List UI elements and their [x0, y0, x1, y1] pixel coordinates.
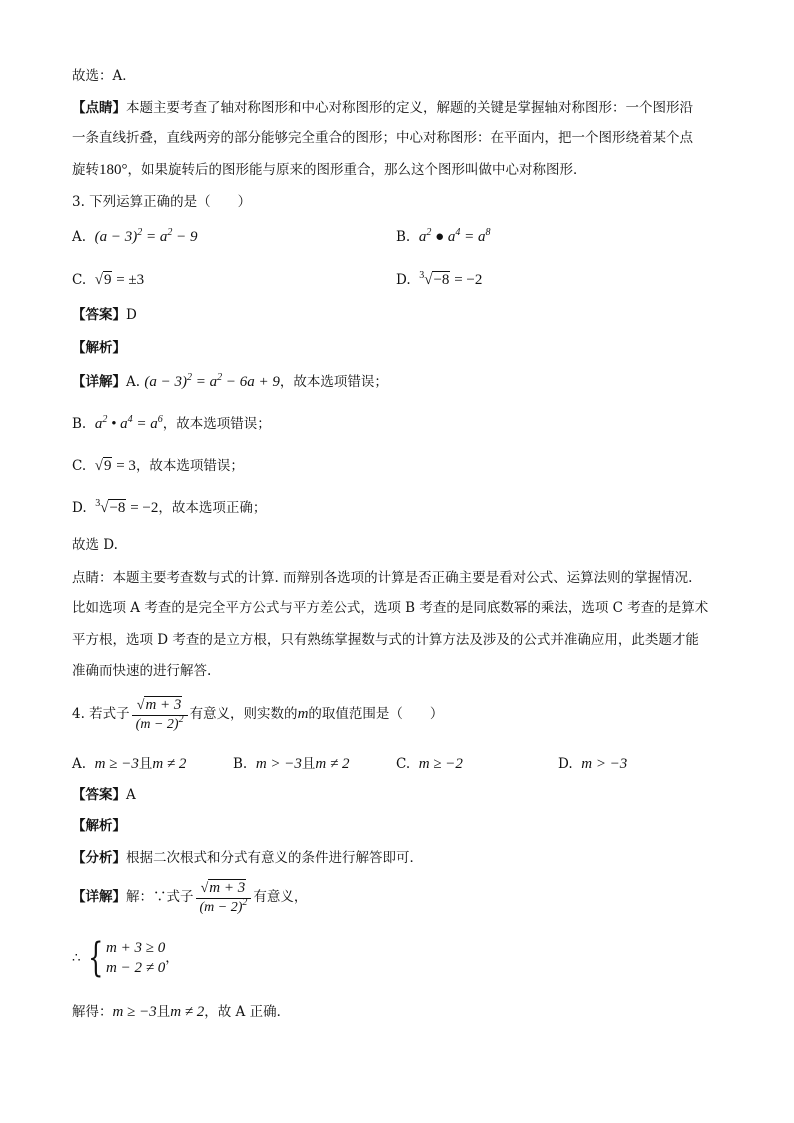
q3-detail-d: D. $^3$√−8 = −2，故本选项正确； [72, 498, 267, 516]
q3-opt-c-label: C. [72, 272, 87, 288]
q3-detail-c: C. √9 = 3，故本选项错误； [72, 458, 244, 474]
dianjing-line-2 [72, 128, 693, 148]
dianjing-line-3 [72, 160, 587, 180]
q4-fenxi: 【分析】根据二次根式和分式有意义的条件进行解答即可． [72, 850, 423, 866]
q3-detail-a: 【详解】A. $(a - 3)^2 = a^2 - 6a + 9$，故本选项错误； [72, 372, 388, 390]
degree-180: 180° [99, 162, 128, 178]
q4-opt-b: B. m > −3且m ≠ 2 [233, 756, 350, 772]
q3-opt-d-expr: $^3$√−8 = −2 [419, 270, 483, 288]
q3-opt-a-expr: $(a - 3)^2 = a^2 - 9$ [94, 227, 198, 245]
left-brace-icon: { [87, 935, 103, 981]
q3-note-2: 比如选项 A 考查的是完全平方公式与平方差公式，选项 B 考查的是同底数幂的乘法，选项 C 考查的是算术 [72, 600, 709, 616]
q3-answer-tag: 【答案】 [72, 307, 126, 323]
dianjing-text-3a: 旋转 [72, 162, 99, 178]
q4-system-equations: m + 3 ≥ 0 m − 2 ≠ 0 [106, 940, 166, 976]
q3-analysis-tag: 【解析】 [72, 340, 126, 356]
q4-analysis: 【解析】 [72, 818, 126, 834]
q4-system: ∴ { m + 3 ≥ 0 m − 2 ≠ 0 ， [72, 935, 179, 981]
q3-opt-d-label: D. [396, 272, 411, 288]
q3-opt-a-label: A. [72, 229, 87, 245]
q3-detail-b: B. $a^2$ • $a^4 = a^6$，故本选项错误； [72, 414, 271, 432]
q3-note-4: 准确而快速的进行解答. [72, 663, 212, 679]
q3-answer [72, 305, 137, 325]
q4-answer-value: A [126, 787, 136, 803]
q3-stem-text: 3. 下列运算正确的是（ ） [72, 194, 252, 210]
q3-detail-tag: 【详解】 [72, 374, 126, 390]
q3-options-row-1 [72, 227, 198, 247]
q3-opt-b-expr: $a^2$ ● $a^4 = a^8$ [418, 227, 491, 245]
q4-stem: 4. 若式子 $\frac{√m + 3}{(m - 2)^2}$ 有意义，则实数的m的取值范围是（ ） [72, 696, 444, 732]
q4-detail-fraction: $\frac{√m + 3}{(m - 2)^2}$ [196, 879, 252, 917]
q4-options: A. m ≥ −3且m ≠ 2 [72, 756, 187, 772]
q3-detail-d-expr: $^3$√−8 = −2 [95, 498, 159, 516]
q3-detail-c-expr: √9 = 3 [94, 458, 136, 474]
q3-opt-b [396, 227, 491, 247]
q3-stem [72, 192, 251, 212]
q3-detail-b-expr: $a^2$ • $a^4 = a^6$ [94, 414, 163, 432]
q3-opt-c-expr: √9 = ±3 [94, 272, 145, 288]
q4-answer: 【答案】A [72, 787, 136, 803]
q4-stem-fraction: $\frac{√m + 3}{(m - 2)^2}$ [132, 696, 188, 734]
q3-answer-value: D [126, 307, 137, 323]
q3-analysis [72, 338, 126, 358]
q3-opt-b-label: B. [396, 229, 411, 245]
dianjing-text-2: 一条直线折叠，直线两旁的部分能够完全重合的图形；中心对称图形：在平面内，把一个图形绕着某个点 [72, 130, 693, 146]
dianjing-line-1 [72, 98, 693, 118]
q4-solution: 解得：m ≥ −3且m ≠ 2，故 A 正确． [72, 1004, 291, 1020]
q4-opt-c: C. m ≥ −2 [396, 756, 463, 772]
dianjing-text-1: 本题主要考查了轴对称图形和中心对称图形的定义，解题的关键是掌握轴对称图形：一个图形沿 [126, 100, 693, 116]
q3-choose-text: 故选 D. [72, 537, 118, 553]
dianjing-text-3b: ，如果旋转后的图形能与原来的图形重合，那么这个图形叫做中心对称图形． [127, 162, 587, 178]
prev-answer-line [72, 66, 136, 86]
q3-detail-a-expr: $(a - 3)^2 = a^2 - 6a + 9$ [144, 372, 280, 390]
q3-opt-d [396, 270, 482, 290]
q3-options-row-2 [72, 270, 144, 290]
q3-choose [72, 535, 118, 555]
q3-note-1: 点睛：本题主要考查数与式的计算. 而辩别各选项的计算是否正确主要是看对公式、运算法则的掌握情况. [72, 570, 693, 586]
q4-detail: 【详解】解：∵式子 $\frac{√m + 3}{(m - 2)^2}$ 有意义， [72, 879, 308, 915]
prev-answer-text: 故选：A． [72, 68, 136, 84]
dianjing-tag: 【点睛】 [72, 100, 126, 116]
q3-note-3: 平方根，选项 D 考查的是立方根，只有熟练掌握数与式的计算方法及涉及的公式并准确应用，此类题才能 [72, 632, 699, 648]
q4-opt-d: D. m > −3 [558, 756, 628, 772]
